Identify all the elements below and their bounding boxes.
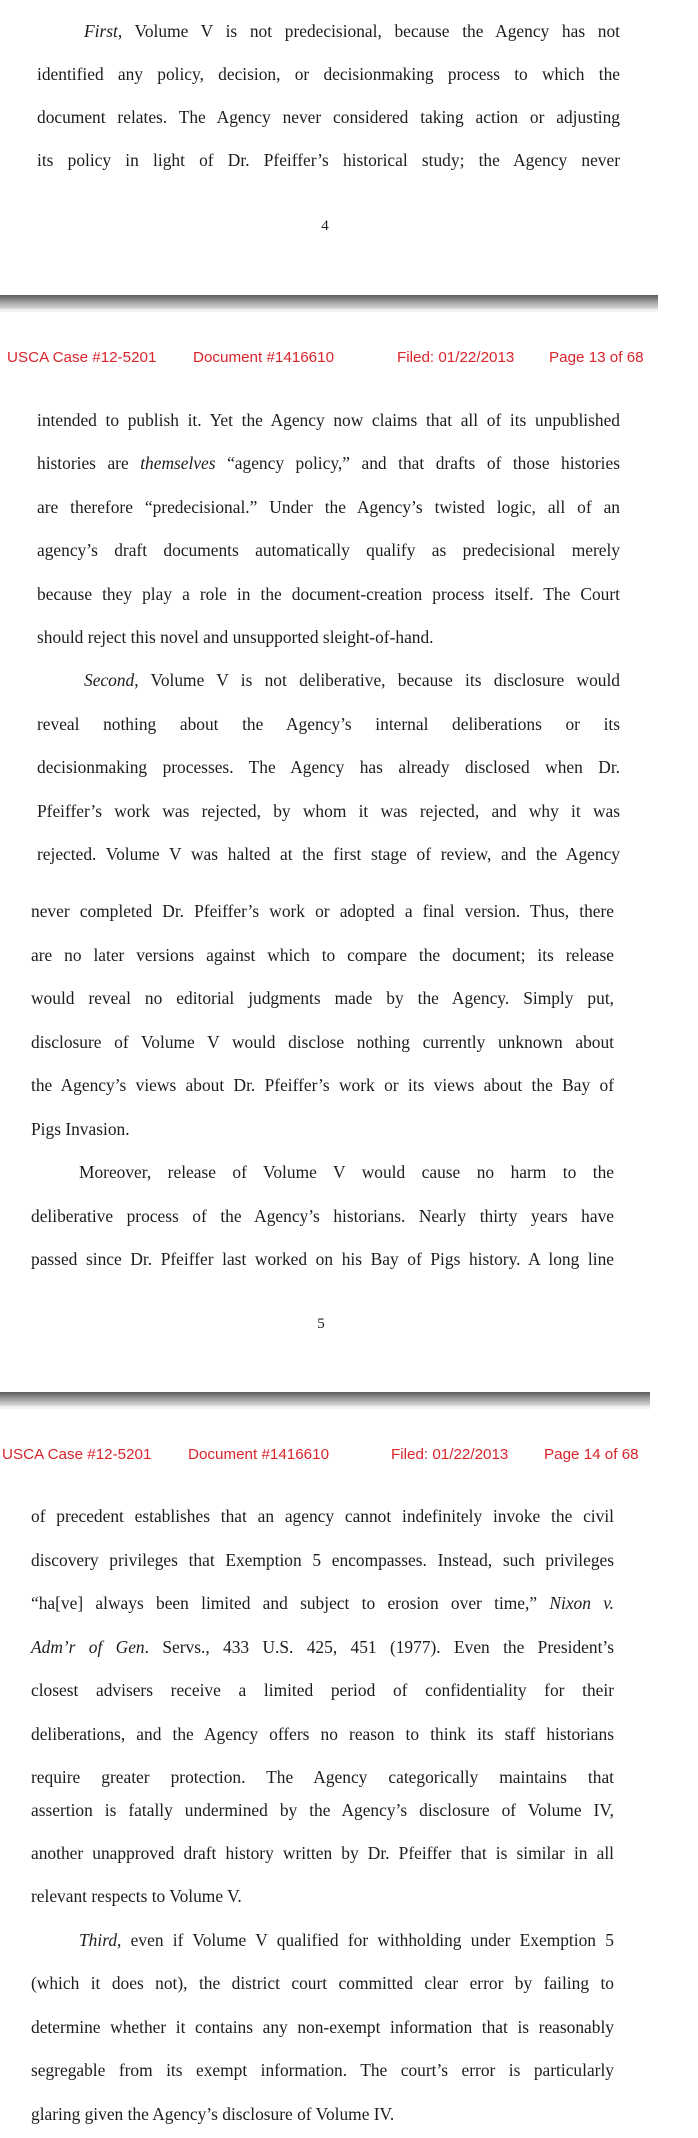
text-line: document relates. The Agency never considered taking action or adjusting (37, 107, 620, 127)
text-line: histories are themselves “agency policy,” and that drafts of those histories (37, 453, 620, 473)
text-line: deliberative process of the Agency’s historians. Nearly thirty years have (31, 1206, 614, 1226)
text-line: Adm’r of Gen. Servs., 433 U.S. 425, 451 (1977). Even the President’s (31, 1637, 614, 1657)
italic-word: themselves (140, 453, 216, 473)
text-line: rejected. Volume V was halted at the first stage of review, and the Agency (37, 844, 620, 864)
text-line: Pigs Invasion. (31, 1119, 130, 1139)
text-line: determine whether it contains any non-exempt information that is reasonably (31, 2017, 614, 2037)
text-line: Pfeiffer’s work was rejected, by whom it was rejected, and why it was (37, 801, 620, 821)
text-line: reveal nothing about the Agency’s internal deliberations or its (37, 714, 620, 734)
header-page-count: Page 14 of 68 (544, 1446, 639, 1463)
italic-citation: Adm’r of Gen (31, 1637, 145, 1657)
text-line: glaring given the Agency’s disclosure of Volume IV. (31, 2104, 395, 2124)
text-line: Second, Volume V is not deliberative, because its disclosure would (84, 670, 620, 690)
text-line: (which it does not), the district court committed clear error by failing to (31, 1973, 614, 1993)
text-line: would reveal no editorial judgments made by the Agency. Simply put, (31, 988, 614, 1008)
text-line: decisionmaking processes. The Agency has already disclosed when Dr. (37, 757, 620, 777)
text-line: passed since Dr. Pfeiffer last worked on his Bay of Pigs history. A long line (31, 1249, 614, 1269)
text-line: another unapproved draft history written by Dr. Pfeiffer that is similar in all (31, 1843, 614, 1863)
header-document-number: Document #1416610 (193, 349, 335, 366)
header-filed-date: Filed: 01/22/2013 (397, 349, 515, 366)
text-line: of precedent establishes that an agency cannot indefinitely invoke the civil (31, 1506, 614, 1526)
page-separator (0, 1392, 650, 1406)
text-line: disclosure of Volume V would disclose nothing currently unknown about (31, 1032, 614, 1052)
text-line: deliberations, and the Agency offers no reason to think its staff historians (31, 1724, 614, 1744)
text-line: closest advisers receive a limited period of confidentiality for their (31, 1680, 614, 1700)
text-line: First, Volume V is not predecisional, because the Agency has not (84, 21, 620, 41)
text-line: Third, even if Volume V qualified for withholding under Exemption 5 (79, 1930, 614, 1950)
text-line: relevant respects to Volume V. (31, 1886, 242, 1906)
italic-word: Second (84, 670, 135, 690)
italic-citation: Nixon v. (549, 1593, 614, 1613)
text-line: “ha[ve] always been limited and subject to erosion over time,” Nixon v. (31, 1593, 614, 1613)
italic-word: Third (79, 1930, 118, 1950)
text-line: the Agency’s views about Dr. Pfeiffer’s work or its views about the Bay of (31, 1075, 614, 1095)
page-number: 4 (321, 218, 329, 234)
text-line: Moreover, release of Volume V would cause no harm to the (79, 1162, 614, 1182)
text-line: segregable from its exempt information. The court’s error is particularly (31, 2060, 614, 2080)
italic-word: First (84, 21, 118, 41)
page-separator (0, 295, 658, 309)
text-line: intended to publish it. Yet the Agency now claims that all of its unpublished (37, 410, 620, 430)
header-case-number: USCA Case #12-5201 (7, 349, 157, 366)
text-line: identified any policy, decision, or decisionmaking process to which the (37, 64, 620, 84)
text-line: never completed Dr. Pfeiffer’s work or adopted a final version. Thus, there (31, 901, 614, 921)
text-line: discovery privileges that Exemption 5 encompasses. Instead, such privileges (31, 1550, 614, 1570)
text-line: are therefore “predecisional.” Under the Agency’s twisted logic, all of an (37, 497, 620, 517)
header-filed-date: Filed: 01/22/2013 (391, 1446, 509, 1463)
text-line: its policy in light of Dr. Pfeiffer’s historical study; the Agency never (37, 150, 620, 170)
text-line: are no later versions against which to compare the document; its release (31, 945, 614, 965)
header-document-number: Document #1416610 (188, 1446, 330, 1463)
header-case-number: USCA Case #12-5201 (2, 1446, 152, 1463)
header-page-count: Page 13 of 68 (549, 349, 644, 366)
page-number: 5 (317, 1316, 325, 1332)
text-line: assertion is fatally undermined by the Agency’s disclosure of Volume IV, (31, 1800, 614, 1820)
text-line: agency’s draft documents automatically qualify as predecisional merely (37, 540, 620, 560)
text-line: require greater protection. The Agency categorically maintains that (31, 1767, 614, 1787)
text-line: because they play a role in the document-creation process itself. The Court (37, 584, 620, 604)
text-line: should reject this novel and unsupported sleight-of-hand. (37, 627, 434, 647)
